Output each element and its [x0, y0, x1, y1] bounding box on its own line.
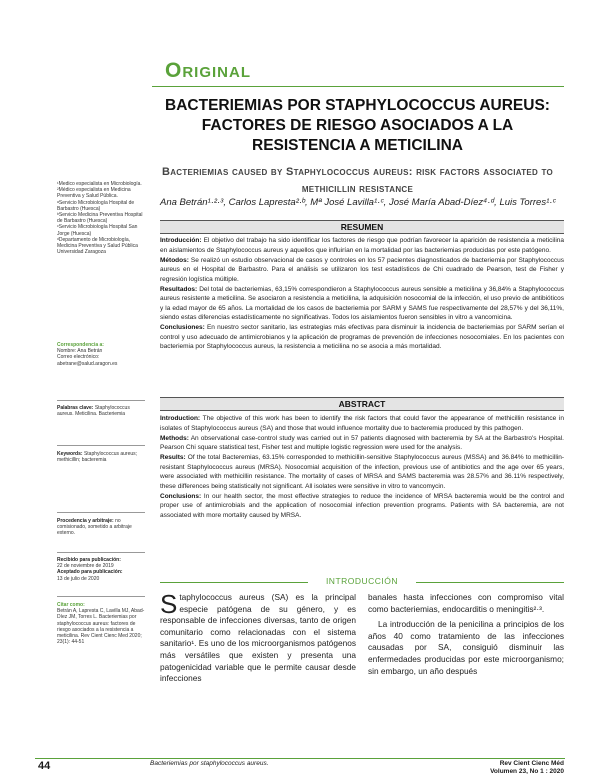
keywords-en-text: Staphylococcus aureus; methicillin; bacteremia [57, 451, 138, 464]
keywords-es [57, 405, 145, 417]
paragraph-text: El objetivo del trabajo ha sido identificar los factores de riesgo que podrían favorecer la aparición de resistencia a meticilina en aislamientos de Staphylococcus aureus y aquellos que influirían en la mortalidad por las bacteriemias producidas por este patógeno. [160, 237, 564, 254]
paragraph-label: Conclusions: [160, 492, 202, 500]
sidebar-divider [57, 512, 145, 513]
resumen-paragraph [160, 236, 564, 255]
page-number: 44 [38, 760, 51, 772]
affiliation: ¹Medico especialista en Microbiología. [57, 181, 142, 187]
abstract-paragraph [160, 434, 564, 453]
intro-text: banales hasta infecciones con compromiso vital como bacteriemias, endocarditis o meningitis²·³. [368, 592, 564, 614]
procedure [57, 518, 145, 537]
article-title: BACTERIEMIAS POR STAPHYLOCOCCUS AUREUS: FACTORES DE RIESGO ASOCIADOS A LA RESISTENCIA A METICILINA [165, 97, 550, 154]
keywords-en [57, 451, 145, 463]
paragraph-label: Results: [160, 454, 186, 461]
procedure-text: no comisionado, sometido a arbitraje externo. [57, 518, 132, 537]
received-label: Recibido para publicación: [57, 557, 121, 563]
paragraph-label: Resultados: [160, 285, 198, 293]
paragraph-text: Se realizó un estudio observacional de casos y controles en los 57 pacientes diagnosticados de bacteriemia por Staphylococcus aureus en el Hospital de Barbastro. Para el análisis se utilizaron los test estadísticos de Chi cuadrado de Pearson, test de Fisher y regresión logística múltiple. [160, 256, 564, 283]
affiliation: ²Médico especialista en Medicina Preventiva y Salud Pública. [57, 187, 131, 200]
affiliation: ᶜServicio Microbiología Hospital San Jorge (Huesca) [57, 224, 138, 237]
received-date: 22 de noviembre de 2019 [57, 563, 114, 570]
section-label: Original [165, 59, 251, 82]
correspondence [57, 342, 145, 367]
paragraph-label: Introduction: [160, 415, 201, 422]
intro-heading: INTRODUCCIÓN [325, 576, 399, 586]
cite-text: Betrán A, Lapresta C, Lavilla MJ, Abad-Díez JM, Torres L. Bacteriemias por staphylococcus aureus: factores de riesgo asociados a la resistencia a meticilina. Rev Cient Cienc Med 2020; 23(1): 44-51 [57, 608, 145, 646]
footer-rule [35, 758, 565, 759]
intro-column-1 [160, 589, 356, 685]
paragraph-label: Introducción: [160, 237, 202, 244]
paragraph-text: Of the total Bacteremias, 63.15% corresponded to methicillin-sensitive Staphylococcus aureus (MSSA) and 36.84% to methicillin-resistant Staphylococcus aureus (MRSA). Nosocomial acquisition of the infection, previous use of antibiotics and the age over 65 years, were associated with methicillin resistance. The mortality of cases of MRSA and SAMS bacteremia was 28.57% and 36.11% respectively, these differences being statistically not significant. All isolates were sensitive in vitro to vancomycin. [160, 454, 564, 490]
correspondence-label: Correspondencia a: [57, 342, 104, 348]
resumen-paragraph [160, 285, 564, 323]
sidebar-divider [57, 596, 145, 597]
paragraph-text: Del total de bacteriemias, 63,15% correspondieron a Staphylococcus aureus sensible a meticilina y 36,84% a Staphylococcus aureus resistente a meticilina. Se asociaron a resistencia a meticilina, la adquisición nosocomial de la infección, el uso previo de antibióticos y la edad mayor de 65 años. La mortalidad de los casos de bacteriemia por SARM y SAMS fue respectivamente del 28,57% y del 36,11%, siendo estas diferencias estadísticamente no significativas. Todos los aislamientos fueron sensibles in vitro a vancomicina. [160, 285, 564, 321]
paragraph-text: An observational case-control study was carried out in 57 patients diagnosed with bacteremia by SA at the Barbastro's Hospital. Pearson Chi square statistical test, Fisher test and multiple logistic regression were used for the analysis. [160, 434, 564, 451]
paragraph-label: Métodos: [160, 256, 189, 264]
citation [57, 602, 145, 645]
resumen-body [160, 236, 564, 352]
intro-text: La introducción de la penicilina a principios de los años 40 como tratamiento de las infecciones causadas por SA, consiguió disminuir las enfermedades producidas por este microorganismo; sin embargo, un año después [368, 619, 564, 676]
journal-name: Rev Cient Cienc Méd [499, 760, 564, 767]
correspondence-name: Nombre: Ana Betrán [57, 348, 103, 355]
intro-text: taphylococcus aureus (SA) es la principal especie patógena de su género, y es responsable de infecciones diversas, tanto de origen comunitario como relacionadas con el sistema sanitario¹. Es uno de los microorganismos patógenos más versátiles que existen y presenta una patogenicidad variable que le permite causar desde infecciones [160, 592, 356, 684]
procedure-label: Procedencia y arbitraje: [57, 518, 114, 524]
affiliations [57, 181, 145, 255]
abstract-body [160, 414, 564, 521]
drop-cap: S [160, 589, 178, 619]
abstract-heading: ABSTRACT [160, 397, 564, 411]
abstract-paragraph [160, 453, 564, 491]
correspondence-email[interactable]: Correo electrónico: abetrane@salud.aragon.es [57, 354, 118, 367]
affiliation: ᵇServicio Medicina Preventiva Hospital de Barbastro (Huesca) [57, 212, 143, 225]
journal-volume: Volumen 23, No 1 : 2020 [490, 768, 564, 775]
paragraph-text: En nuestro sector sanitario, las estrategias más efectivas para disminuir la incidencia de bacteriemias por SARM serían el control y uso adecuado de antimicrobianos y la aplicación de programas de prevención de infecciones nosocomiales. En los pacientes con bacteriemia por Staphylococcus aureus, la resistencia a meticilina no se asocia a más mortalidad. [160, 324, 564, 350]
accepted-label: Aceptado para publicación: [57, 569, 123, 576]
paragraph-label: Methods: [160, 434, 189, 442]
paragraph-label: Conclusiones: [160, 324, 205, 331]
accepted-date: 13 de julio de 2020 [57, 575, 100, 582]
sidebar-divider [57, 445, 145, 446]
intro-rule-right [416, 582, 564, 583]
affiliation: ᵃServicio Microbiología Hospital de Barbastro (Huesca) [57, 199, 135, 212]
dates [57, 557, 145, 582]
intro-column-2 [368, 592, 564, 677]
header-rule [152, 86, 564, 87]
article-subtitle: Bacteriemias caused by Staphylococcus aureus: risk factors associated to methicillin resistance [161, 166, 554, 195]
keywords-es-text: Staphylococcus aureus. Meticilina. Bacteriemia [57, 405, 130, 418]
resumen-paragraph [160, 323, 564, 352]
abstract-paragraph [160, 492, 564, 521]
cite-label: Citar como: [57, 602, 85, 608]
abstract-paragraph [160, 414, 564, 433]
keywords-en-label: Keywords: [57, 451, 83, 457]
resumen-heading: RESUMEN [160, 220, 564, 234]
sidebar-divider [57, 400, 145, 401]
affiliation: ᵈDepartamento de Microbiología, Medicina Preventiva y Salud Pública Universidad Zaragoza [57, 236, 138, 256]
paragraph-text: The objective of this work has been to identify the risk factors that could favor the appearance of methicillin resistance in isolates of Staphylococcus aureus (SA) and those that would influence mortality due to bacteremia produced by this pathogen. [160, 415, 564, 432]
paragraph-text: In our health sector, the most effective strategies to reduce the incidence of MRSA bacteremia would be the control and proper use of antimicrobials and the application of nosocomial infection prevention programs. Patients with SA bacteremia, are not associated with more mortality caused by MRSA. [160, 492, 564, 519]
sidebar-divider [57, 552, 145, 553]
journal-info [440, 760, 564, 776]
author-list: Ana Betrán¹·²·³, Carlos Lapresta²·ᵇ, Mª José Lavilla¹·ᶜ, José María Abad-Díez⁴·ᵈ, Luis Torres¹·ᶜ [160, 197, 556, 208]
keywords-es-label: Palabras clave: [57, 405, 94, 411]
resumen-paragraph [160, 256, 564, 285]
running-title: Bacteriemias por staphylococcus aureus. [150, 760, 269, 767]
